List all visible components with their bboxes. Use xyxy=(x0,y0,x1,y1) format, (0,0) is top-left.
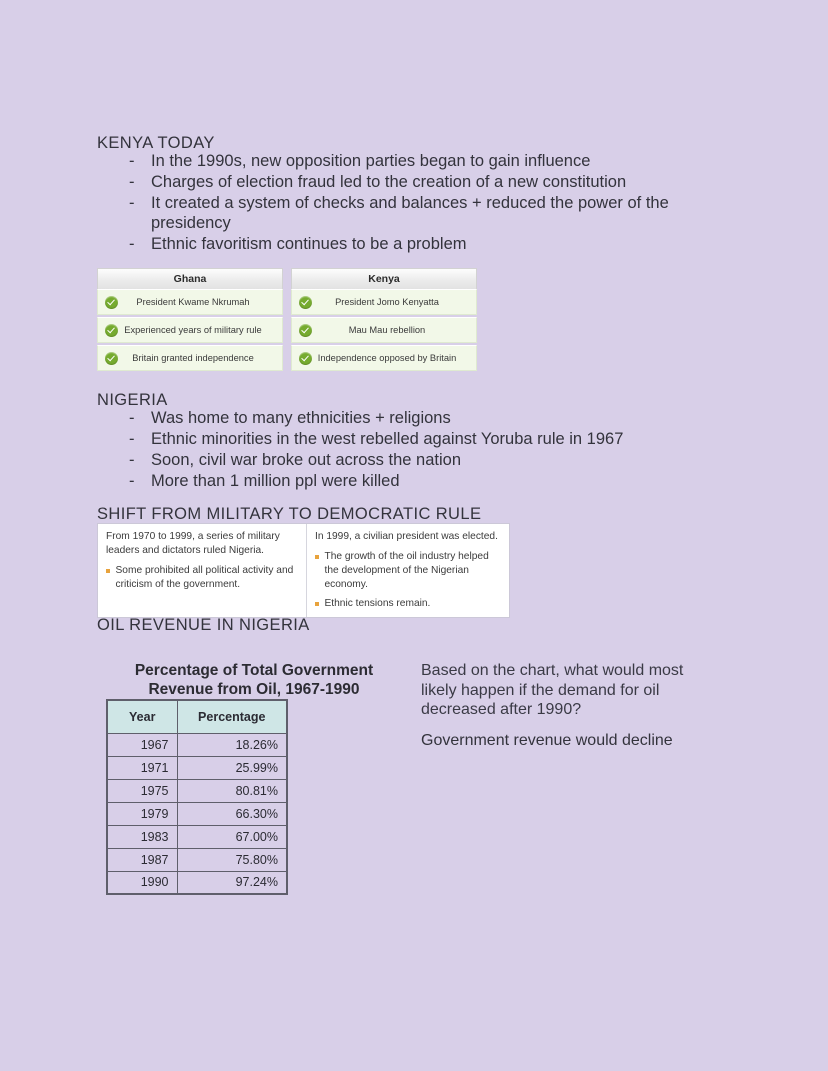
comparison-row xyxy=(291,317,477,343)
bullet-dash-icon: - xyxy=(129,430,135,448)
kenya-bullet-item xyxy=(129,235,719,255)
cell-percentage: 80.81% xyxy=(177,779,287,802)
cell-percentage: 97.24% xyxy=(177,871,287,894)
comparison-row xyxy=(97,345,283,371)
check-circle-icon xyxy=(299,352,312,365)
cell-percentage: 18.26% xyxy=(177,733,287,756)
shift-box-bullet-item xyxy=(315,597,501,611)
nigeria-bullet-text: Was home to many ethnicities + religions xyxy=(151,409,451,427)
comparison-row xyxy=(291,289,477,315)
comparison-row-text: Britain granted independence xyxy=(132,352,254,363)
table-row xyxy=(107,871,287,894)
square-bullet-icon xyxy=(106,569,110,573)
table-row xyxy=(107,825,287,848)
comparison-row-text: President Jomo Kenyatta xyxy=(335,296,439,307)
nigeria-bullet-item xyxy=(129,472,719,492)
kenya-bullet-text: In the 1990s, new opposition parties began to gain influence xyxy=(151,152,591,170)
comparison-row xyxy=(97,317,283,343)
kenya-bullet-text: Ethnic favoritism continues to be a problem xyxy=(151,234,467,253)
nigeria-bullet-item xyxy=(129,430,719,450)
square-bullet-icon xyxy=(315,602,319,606)
comparison-column-header: Ghana xyxy=(97,268,283,289)
comparison-row xyxy=(291,345,477,371)
cell-year: 1967 xyxy=(107,733,177,756)
nigeria-bullet-text: More than 1 million ppl were killed xyxy=(151,472,400,490)
table-row xyxy=(107,733,287,756)
question-block xyxy=(421,661,711,750)
cell-percentage: 66.30% xyxy=(177,802,287,825)
kenya-bullet-text: Charges of election fraud led to the creation of a new constitution xyxy=(151,173,627,191)
kenya-bullet-list xyxy=(129,152,719,256)
check-circle-icon xyxy=(105,296,118,309)
bullet-dash-icon: - xyxy=(129,173,135,191)
comparison-row-text: President Kwame Nkrumah xyxy=(136,296,250,307)
kenya-bullet-item xyxy=(129,152,719,172)
heading-oil-revenue: OIL REVENUE IN NIGERIA xyxy=(97,616,310,634)
comparison-row-text: Independence opposed by Britain xyxy=(317,352,457,363)
oil-table-header-row xyxy=(107,700,287,733)
cell-year: 1983 xyxy=(107,825,177,848)
bullet-dash-icon: - xyxy=(129,152,135,170)
nigeria-bullet-list xyxy=(129,409,719,493)
comparison-row-text: Mau Mau rebellion xyxy=(348,324,426,335)
cell-year: 1979 xyxy=(107,802,177,825)
nigeria-bullet-item xyxy=(129,409,719,429)
check-circle-icon xyxy=(105,324,118,337)
table-row xyxy=(107,848,287,871)
oil-table-title: Percentage of Total Government Revenue from Oil, 1967-1990 xyxy=(134,662,374,698)
shift-rule-box xyxy=(307,524,509,617)
cell-year: 1987 xyxy=(107,848,177,871)
shift-box-bullet-text: Some prohibited all political activity and criticism of the government. xyxy=(115,565,294,590)
shift-box-lead-text: In 1999, a civilian president was elected. xyxy=(315,531,498,542)
table-row xyxy=(107,756,287,779)
cell-percentage: 25.99% xyxy=(177,756,287,779)
shift-box-bullet-list xyxy=(315,550,501,611)
table-row xyxy=(107,779,287,802)
check-circle-icon xyxy=(105,352,118,365)
kenya-bullet-item xyxy=(129,194,719,233)
question-prompt: Based on the chart, what would most likely happen if the demand for oil decreased after 1990? xyxy=(421,662,684,718)
kenya-bullet-item xyxy=(129,173,719,193)
nigeria-bullet-text: Ethnic minorities in the west rebelled against Yoruba rule in 1967 xyxy=(151,430,624,448)
heading-kenya-today: KENYA TODAY xyxy=(97,134,215,152)
comparison-column-header: Kenya xyxy=(291,268,477,289)
bullet-dash-icon: - xyxy=(129,451,135,469)
shift-box-bullet-item xyxy=(315,550,501,592)
heading-nigeria: NIGERIA xyxy=(97,391,168,409)
shift-box-lead-text: From 1970 to 1999, a series of military leaders and dictators ruled Nigeria. xyxy=(106,531,280,556)
bullet-dash-icon: - xyxy=(129,409,135,427)
question-answer: Government revenue would decline xyxy=(421,731,673,749)
cell-year: 1990 xyxy=(107,871,177,894)
bullet-dash-icon: - xyxy=(129,472,135,490)
bullet-dash-icon: - xyxy=(129,194,135,212)
shift-box-bullet-text: Ethnic tensions remain. xyxy=(324,598,431,609)
column-header-percentage: Percentage xyxy=(177,700,287,733)
column-header-year: Year xyxy=(107,700,177,733)
check-circle-icon xyxy=(299,324,312,337)
shift-box-bullet-list xyxy=(106,564,298,592)
cell-percentage: 75.80% xyxy=(177,848,287,871)
comparison-column xyxy=(97,268,283,371)
shift-box-bullet-item xyxy=(106,564,298,592)
shift-rule-panel xyxy=(97,523,510,618)
cell-year: 1975 xyxy=(107,779,177,802)
nigeria-bullet-item xyxy=(129,451,719,471)
square-bullet-icon xyxy=(315,555,319,559)
comparison-table xyxy=(97,268,477,371)
cell-percentage: 67.00% xyxy=(177,825,287,848)
nigeria-bullet-text: Soon, civil war broke out across the nation xyxy=(151,451,461,469)
shift-rule-box xyxy=(98,524,307,617)
kenya-bullet-text: It created a system of checks and balances + reduced the power of the presidency xyxy=(151,194,669,232)
comparison-column xyxy=(291,268,477,371)
bullet-dash-icon: - xyxy=(129,234,135,253)
heading-shift-rule: SHIFT FROM MILITARY TO DEMOCRATIC RULE xyxy=(97,505,482,523)
table-row xyxy=(107,802,287,825)
cell-year: 1971 xyxy=(107,756,177,779)
oil-revenue-table xyxy=(106,699,288,895)
comparison-row-text: Experienced years of military rule xyxy=(124,324,262,335)
comparison-row xyxy=(97,289,283,315)
shift-box-bullet-text: The growth of the oil industry helped the development of the Nigerian economy. xyxy=(324,551,489,590)
check-circle-icon xyxy=(299,296,312,309)
